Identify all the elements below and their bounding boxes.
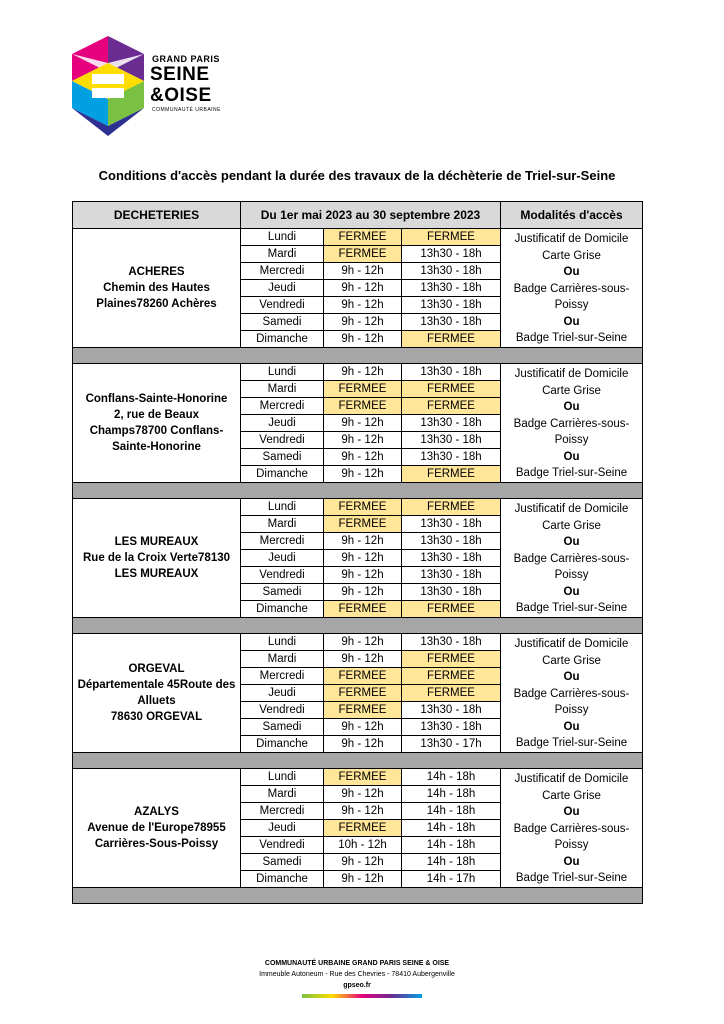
day-cell: Jeudi bbox=[241, 820, 324, 837]
logo bbox=[72, 32, 242, 140]
separator-row bbox=[73, 618, 643, 634]
logo-line-seine: SEINE bbox=[150, 64, 210, 85]
day-cell: Jeudi bbox=[241, 550, 324, 567]
day-cell: Mercredi bbox=[241, 533, 324, 550]
logo-line-grand-paris: GRAND PARIS bbox=[152, 54, 220, 64]
day-cell: Lundi bbox=[241, 364, 324, 381]
afternoon-cell: 13h30 - 18h bbox=[402, 550, 501, 567]
header-decheteries: DECHETERIES bbox=[73, 202, 241, 229]
afternoon-cell: FERMEE bbox=[402, 381, 501, 398]
afternoon-cell: 13h30 - 18h bbox=[402, 634, 501, 651]
access-or: Ou bbox=[563, 855, 580, 868]
morning-cell: FERMEE bbox=[324, 516, 402, 533]
day-cell: Mardi bbox=[241, 651, 324, 668]
morning-cell: FERMEE bbox=[324, 499, 402, 516]
day-cell: Dimanche bbox=[241, 871, 324, 888]
day-cell: Lundi bbox=[241, 229, 324, 246]
morning-cell: 9h - 12h bbox=[324, 854, 402, 871]
afternoon-cell: 13h30 - 18h bbox=[402, 702, 501, 719]
morning-cell: FERMEE bbox=[324, 246, 402, 263]
morning-cell: FERMEE bbox=[324, 381, 402, 398]
morning-cell: FERMEE bbox=[324, 601, 402, 618]
footer-address: Immeuble Autoneum - Rue des Chevries - 78410 Aubergenville bbox=[259, 971, 455, 978]
day-cell: Vendredi bbox=[241, 297, 324, 314]
access-conditions bbox=[501, 364, 643, 483]
morning-cell: 10h - 12h bbox=[324, 837, 402, 854]
site-name: Conflans-Sainte-Honorine 2, rue de Beaux Champs78700 Conflans-Sainte-Honorine bbox=[73, 364, 241, 483]
morning-cell: 9h - 12h bbox=[324, 314, 402, 331]
table-row bbox=[73, 499, 643, 516]
site-name: ACHERES Chemin des Hautes Plaines78260 Achères bbox=[73, 229, 241, 348]
afternoon-cell: 13h30 - 18h bbox=[402, 364, 501, 381]
header-modalites: Modalités d'accès bbox=[501, 202, 643, 229]
separator-cell bbox=[73, 888, 643, 904]
logo-line-oise: &OISE bbox=[150, 85, 212, 106]
afternoon-cell: 13h30 - 18h bbox=[402, 719, 501, 736]
afternoon-cell: FERMEE bbox=[402, 229, 501, 246]
access-or: Ou bbox=[563, 536, 580, 548]
morning-cell: FERMEE bbox=[324, 769, 402, 786]
day-cell: Lundi bbox=[241, 499, 324, 516]
access-item: Badge Triel-sur-Seine bbox=[515, 467, 628, 479]
footer-color-bar bbox=[302, 994, 422, 998]
afternoon-cell: FERMEE bbox=[402, 466, 501, 483]
morning-cell: 9h - 12h bbox=[324, 331, 402, 348]
access-or: Ou bbox=[563, 266, 580, 278]
access-item: Justificatif de Domicile bbox=[514, 503, 629, 515]
afternoon-cell: 14h - 18h bbox=[402, 769, 501, 786]
separator-row bbox=[73, 753, 643, 769]
day-cell: Mercredi bbox=[241, 668, 324, 685]
morning-cell: FERMEE bbox=[324, 229, 402, 246]
separator-cell bbox=[73, 348, 643, 364]
afternoon-cell: 14h - 18h bbox=[402, 803, 501, 820]
afternoon-cell: FERMEE bbox=[402, 601, 501, 618]
day-cell: Mardi bbox=[241, 786, 324, 803]
day-cell: Vendredi bbox=[241, 567, 324, 584]
morning-cell: 9h - 12h bbox=[324, 449, 402, 466]
access-item: Carte Grise bbox=[542, 789, 601, 802]
access-item: Badge Triel-sur-Seine bbox=[515, 332, 628, 344]
access-conditions bbox=[501, 229, 643, 348]
afternoon-cell: 14h - 18h bbox=[402, 837, 501, 854]
morning-cell: 9h - 12h bbox=[324, 651, 402, 668]
afternoon-cell: FERMEE bbox=[402, 398, 501, 415]
morning-cell: 9h - 12h bbox=[324, 364, 402, 381]
morning-cell: FERMEE bbox=[324, 685, 402, 702]
separator-row bbox=[73, 348, 643, 364]
day-cell: Mercredi bbox=[241, 263, 324, 280]
morning-cell: 9h - 12h bbox=[324, 466, 402, 483]
day-cell: Dimanche bbox=[241, 331, 324, 348]
afternoon-cell: FERMEE bbox=[402, 499, 501, 516]
day-cell: Samedi bbox=[241, 854, 324, 871]
separator-row bbox=[73, 483, 643, 499]
afternoon-cell: 13h30 - 18h bbox=[402, 516, 501, 533]
access-item: Justificatif de Domicile bbox=[514, 368, 629, 380]
morning-cell: 9h - 12h bbox=[324, 432, 402, 449]
morning-cell: 9h - 12h bbox=[324, 533, 402, 550]
day-cell: Dimanche bbox=[241, 601, 324, 618]
day-cell: Samedi bbox=[241, 449, 324, 466]
access-item: Justificatif de Domicile bbox=[514, 773, 629, 785]
afternoon-cell: 14h - 17h bbox=[402, 871, 501, 888]
access-conditions bbox=[501, 499, 643, 618]
morning-cell: 9h - 12h bbox=[324, 786, 402, 803]
morning-cell: 9h - 12h bbox=[324, 550, 402, 567]
morning-cell: 9h - 12h bbox=[324, 736, 402, 753]
access-item: Carte Grise bbox=[542, 654, 601, 667]
morning-cell: 9h - 12h bbox=[324, 297, 402, 314]
afternoon-cell: 13h30 - 18h bbox=[402, 584, 501, 601]
access-item: Carte Grise bbox=[542, 519, 601, 532]
access-conditions bbox=[501, 769, 643, 888]
table-row bbox=[73, 364, 643, 381]
logo-s-mark-icon bbox=[72, 36, 144, 136]
separator-cell bbox=[73, 483, 643, 499]
day-cell: Mardi bbox=[241, 246, 324, 263]
day-cell: Jeudi bbox=[241, 280, 324, 297]
afternoon-cell: FERMEE bbox=[402, 331, 501, 348]
access-item: Justificatif de Domicile bbox=[514, 233, 629, 245]
access-or: Ou bbox=[563, 585, 580, 598]
day-cell: Jeudi bbox=[241, 415, 324, 432]
day-cell: Samedi bbox=[241, 719, 324, 736]
day-cell: Lundi bbox=[241, 634, 324, 651]
afternoon-cell: 13h30 - 18h bbox=[402, 314, 501, 331]
table-row bbox=[73, 634, 643, 651]
morning-cell: 9h - 12h bbox=[324, 803, 402, 820]
access-or: Ou bbox=[563, 401, 580, 413]
schedule-table bbox=[72, 201, 643, 904]
morning-cell: FERMEE bbox=[324, 820, 402, 837]
header-row bbox=[73, 202, 643, 229]
table-row bbox=[73, 769, 643, 786]
access-conditions bbox=[501, 634, 643, 753]
access-or: Ou bbox=[563, 720, 580, 733]
afternoon-cell: 13h30 - 18h bbox=[402, 533, 501, 550]
day-cell: Vendredi bbox=[241, 837, 324, 854]
day-cell: Mercredi bbox=[241, 803, 324, 820]
document-title: Conditions d'accès pendant la durée des travaux de la déchèterie de Triel-sur-Seine bbox=[98, 168, 616, 183]
morning-cell: 9h - 12h bbox=[324, 567, 402, 584]
day-cell: Mardi bbox=[241, 516, 324, 533]
access-item: Badge Carrières-sous-Poissy bbox=[513, 687, 630, 716]
morning-cell: 9h - 12h bbox=[324, 280, 402, 297]
access-item: Justificatif de Domicile bbox=[514, 638, 629, 650]
access-item: Badge Triel-sur-Seine bbox=[515, 602, 628, 614]
day-cell: Vendredi bbox=[241, 702, 324, 719]
day-cell: Mercredi bbox=[241, 398, 324, 415]
afternoon-cell: 14h - 18h bbox=[402, 820, 501, 837]
access-or: Ou bbox=[563, 806, 580, 818]
afternoon-cell: FERMEE bbox=[402, 685, 501, 702]
afternoon-cell: 13h30 - 18h bbox=[402, 567, 501, 584]
morning-cell: 9h - 12h bbox=[324, 263, 402, 280]
access-item: Carte Grise bbox=[542, 249, 601, 262]
morning-cell: 9h - 12h bbox=[324, 634, 402, 651]
day-cell: Dimanche bbox=[241, 466, 324, 483]
day-cell: Jeudi bbox=[241, 685, 324, 702]
afternoon-cell: 13h30 - 18h bbox=[402, 263, 501, 280]
footer-org: COMMUNAUTÉ URBAINE GRAND PARIS SEINE & OISE bbox=[264, 960, 450, 967]
separator-cell bbox=[73, 753, 643, 769]
site-name: AZALYS Avenue de l'Europe78955 Carrières-Sous-Poissy bbox=[73, 769, 241, 888]
logo-line-communaute: COMMUNAUTÉ URBAINE bbox=[152, 107, 222, 113]
afternoon-cell: 13h30 - 17h bbox=[402, 736, 501, 753]
access-item: Badge Carrières-sous-Poissy bbox=[513, 282, 630, 311]
access-item: Badge Triel-sur-Seine bbox=[515, 737, 628, 749]
access-or: Ou bbox=[563, 450, 580, 463]
access-item: Carte Grise bbox=[542, 384, 601, 397]
access-item: Badge Carrières-sous-Poissy bbox=[513, 417, 630, 446]
afternoon-cell: 13h30 - 18h bbox=[402, 415, 501, 432]
day-cell: Lundi bbox=[241, 769, 324, 786]
day-cell: Mardi bbox=[241, 381, 324, 398]
site-name: ORGEVAL Départementale 45Route des Alluets 78630 ORGEVAL bbox=[73, 634, 241, 753]
header-period: Du 1er mai 2023 au 30 septembre 2023 bbox=[241, 202, 501, 229]
afternoon-cell: 13h30 - 18h bbox=[402, 280, 501, 297]
morning-cell: 9h - 12h bbox=[324, 415, 402, 432]
morning-cell: FERMEE bbox=[324, 668, 402, 685]
afternoon-cell: 14h - 18h bbox=[402, 786, 501, 803]
afternoon-cell: 13h30 - 18h bbox=[402, 297, 501, 314]
afternoon-cell: FERMEE bbox=[402, 651, 501, 668]
morning-cell: FERMEE bbox=[324, 398, 402, 415]
afternoon-cell: FERMEE bbox=[402, 668, 501, 685]
day-cell: Dimanche bbox=[241, 736, 324, 753]
morning-cell: FERMEE bbox=[324, 702, 402, 719]
access-or: Ou bbox=[563, 671, 580, 683]
morning-cell: 9h - 12h bbox=[324, 871, 402, 888]
access-item: Badge Carrières-sous-Poissy bbox=[513, 552, 630, 581]
separator-cell bbox=[73, 618, 643, 634]
day-cell: Vendredi bbox=[241, 432, 324, 449]
access-item: Badge Triel-sur-Seine bbox=[515, 872, 628, 884]
morning-cell: 9h - 12h bbox=[324, 719, 402, 736]
site-name: LES MUREAUX Rue de la Croix Verte78130 LES MUREAUX bbox=[73, 499, 241, 618]
table-row bbox=[73, 229, 643, 246]
footer bbox=[72, 958, 642, 991]
separator-row bbox=[73, 888, 643, 904]
footer-website[interactable]: gpseo.fr bbox=[343, 982, 371, 989]
afternoon-cell: 13h30 - 18h bbox=[402, 449, 501, 466]
day-cell: Samedi bbox=[241, 314, 324, 331]
day-cell: Samedi bbox=[241, 584, 324, 601]
afternoon-cell: 14h - 18h bbox=[402, 854, 501, 871]
afternoon-cell: 13h30 - 18h bbox=[402, 246, 501, 263]
morning-cell: 9h - 12h bbox=[324, 584, 402, 601]
access-or: Ou bbox=[563, 315, 580, 328]
afternoon-cell: 13h30 - 18h bbox=[402, 432, 501, 449]
access-item: Badge Carrières-sous-Poissy bbox=[513, 822, 630, 851]
